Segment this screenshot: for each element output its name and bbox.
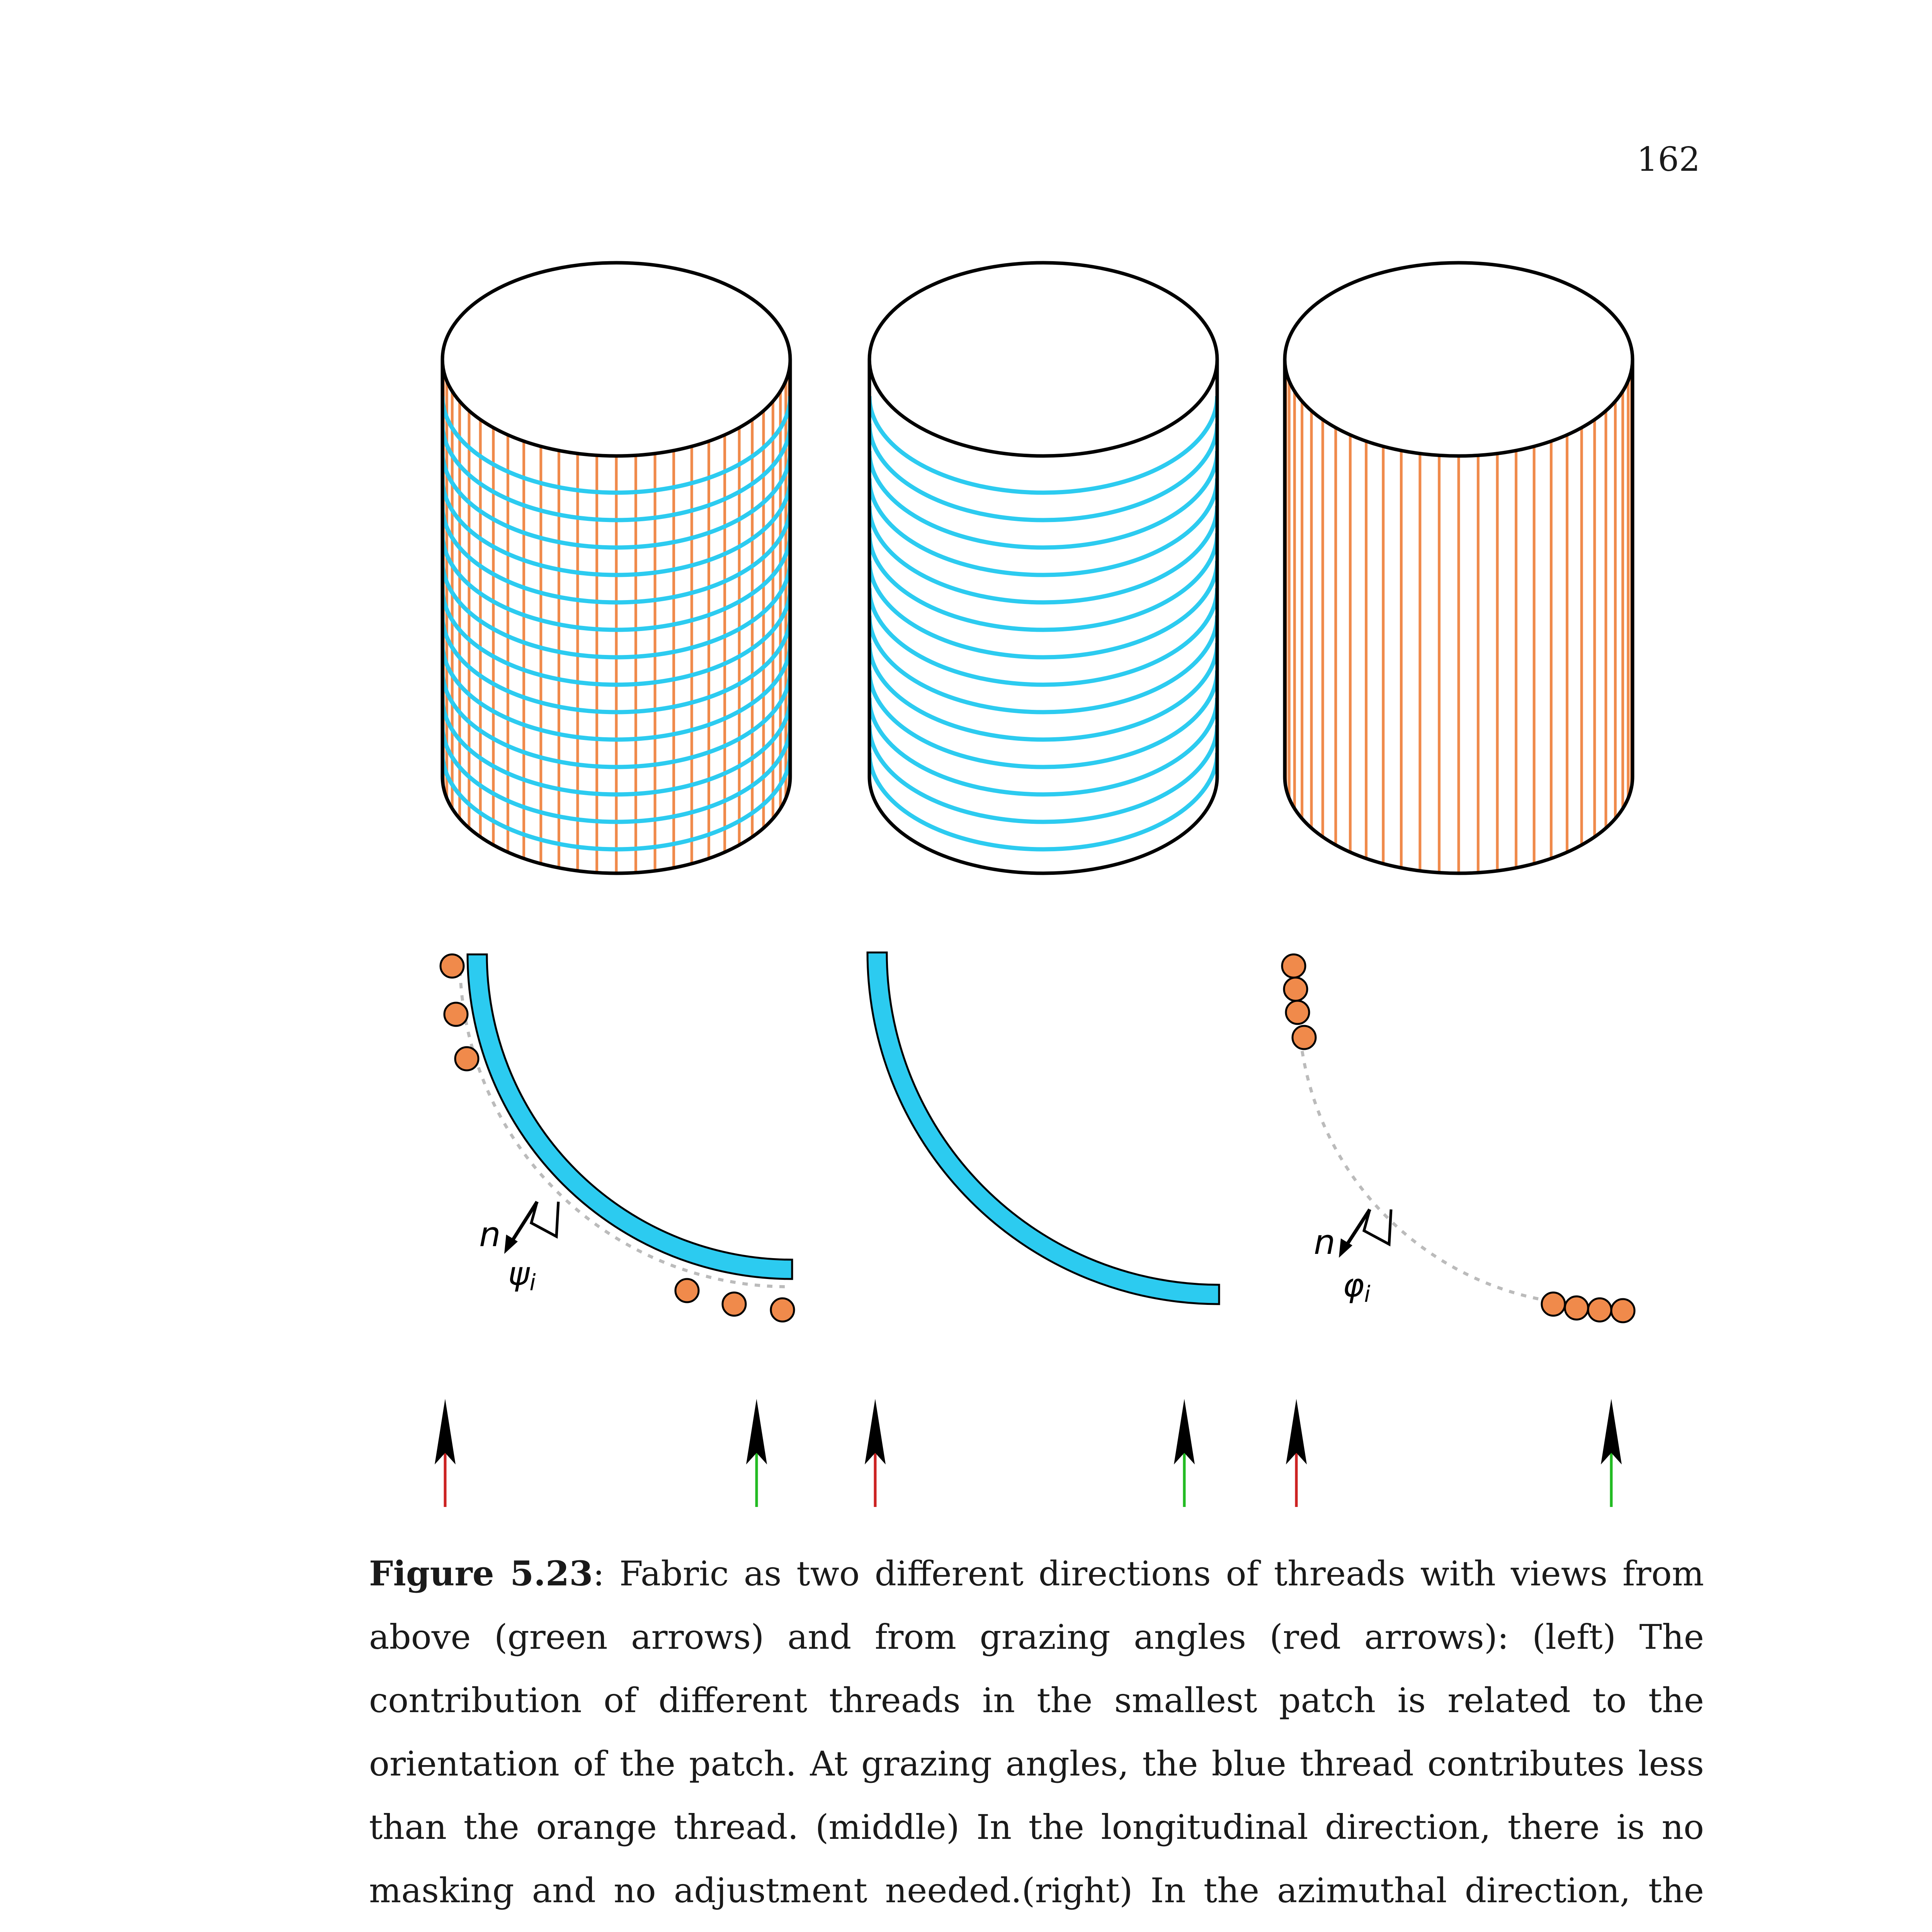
orange-thread-dot <box>1565 1296 1588 1320</box>
grazing-arrow-right <box>1286 1399 1307 1507</box>
figure-caption <box>369 1542 1704 1932</box>
page-number: 162 <box>1636 140 1700 179</box>
orange-thread-dot <box>723 1293 746 1316</box>
orange-thread-dot <box>444 1003 468 1026</box>
orange-thread-dot <box>675 1279 699 1302</box>
grazing-arrow-middle <box>865 1399 886 1507</box>
above-arrow-middle <box>1174 1399 1195 1507</box>
normal-label: n <box>1314 1222 1335 1262</box>
cross-section-right <box>1282 954 1634 1322</box>
grazing-arrow-left <box>435 1399 456 1507</box>
view-arrows <box>435 1399 1622 1507</box>
cylinder-left <box>442 263 790 873</box>
cylinder-right <box>1285 263 1633 873</box>
orange-thread-dot <box>455 1047 478 1070</box>
caption-label: Figure 5.23 <box>369 1553 593 1594</box>
above-arrow-left <box>746 1399 767 1507</box>
normal-label: n <box>479 1214 501 1254</box>
blue-thread-band-middle <box>867 952 1219 1304</box>
normal-vector-icon <box>1339 1209 1391 1258</box>
orange-thread-dot <box>1542 1293 1565 1316</box>
orange-thread-dot <box>1284 978 1307 1001</box>
orange-thread-dot <box>771 1298 794 1321</box>
orange-thread-dot <box>1286 1001 1309 1024</box>
cross-section-middle <box>867 952 1219 1304</box>
normal-vector-icon <box>504 1202 558 1254</box>
orange-thread-dot <box>1293 1026 1316 1049</box>
dashed-path-right <box>1302 1051 1557 1302</box>
angle-label-psi: ψi <box>508 1255 536 1296</box>
cylinder-middle <box>869 263 1217 873</box>
caption-text: : Fabric as two different directions of threads with views from above (green arrows) and from grazing angles (red arrows): (left) The contribution of different threads in the smallest patch is related to the orientation of the patch. At grazing angles, the blue thread contributes less than the orange thread. (middle) In the longitudinal direction, there is no masking and no adjustment needed.(right) In the azimuthal direction, the <box>369 1554 1704 1910</box>
orange-thread-dot <box>1588 1298 1611 1321</box>
angle-label-phi: φi <box>1343 1266 1371 1307</box>
orange-thread-dot <box>1282 954 1305 978</box>
blue-thread-band-left <box>468 954 792 1279</box>
orange-thread-dot <box>1611 1299 1634 1322</box>
cross-section-left <box>440 954 794 1321</box>
orange-thread-dot <box>440 954 464 978</box>
above-arrow-right <box>1601 1399 1622 1507</box>
